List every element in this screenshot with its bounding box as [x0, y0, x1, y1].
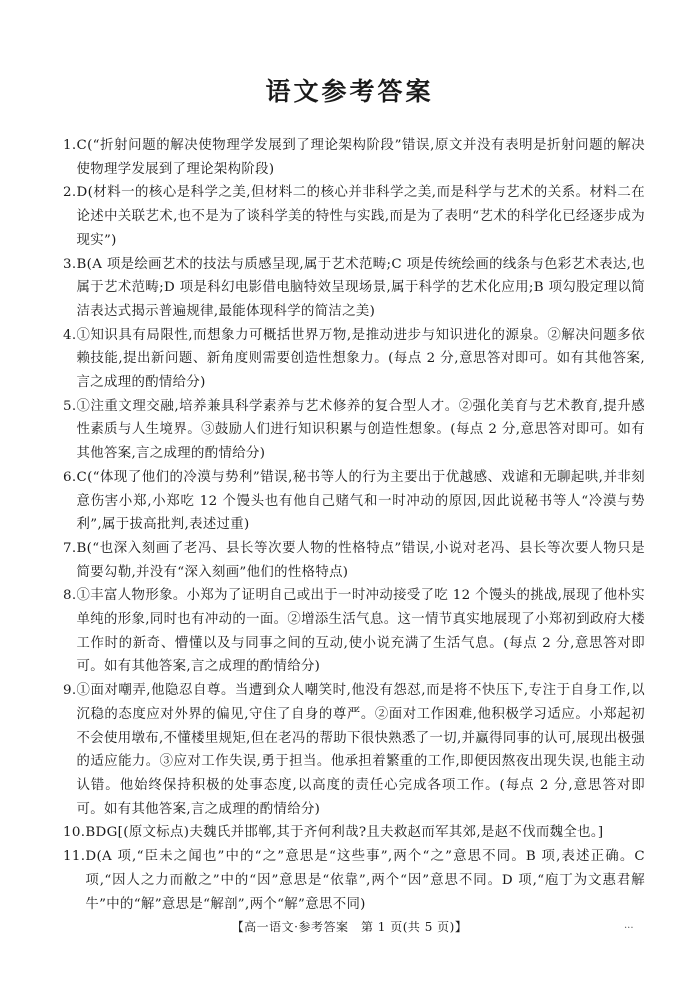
answer-number: 6.: [63, 469, 77, 485]
corner-mark: ...: [624, 920, 634, 931]
answer-text: ①面对嘲弄,他隐忍自尊。当遭到众人嘲笑时,他没有怨怼,而是将不快压下,专注于自身工作,以沉稳的态度应对外界的偏见,守住了自身的尊严。②面对工作困难,他积极学习适应。小郑起初不会使用墩布,不懂楼里规矩,但在老冯的帮助下很快熟悉了一切,并赢得同事的认可,展现出极强的适应能力。③应对工作失误,勇于担当。他承担着繁重的工作,即便因熬夜出现失误,也能主动认错。他始终保持积极的处事态度,以高度的责任心完成各项工作。(每点 2 分,意思答对即可。如有其他答案,言之成理的酌情给分): [76, 683, 645, 817]
answer-item-5: [63, 395, 645, 466]
answer-text: BDG[(原文标点)夫魏氏并邯郸,其于齐何利哉?且夫救赵而军其郊,是赵不伐而魏全也。]: [85, 825, 604, 841]
page-footer: 【高一语文·参考答案 第 1 页(共 5 页)】: [231, 920, 468, 934]
answer-item-10: [63, 821, 645, 845]
answer-text: ①注重文理交融,培养兼具科学素养与艺术修养的复合型人才。②强化美育与艺术教育,提升感性素质与人生境界。③鼓励人们进行知识积累与创造性想象。(每点 2 分,意思答对即可。如有其他答案,言之成理的酌情给分): [76, 398, 645, 462]
answer-list: [63, 134, 645, 916]
answer-text: D(A 项,“臣未之闻也”中的“之”意思是“这些事”,两个“之”意思不同。B 项,表述正确。C 项,“因人之力而敝之”中的“因”意思是“依靠”,两个“因”意思不同。D 项,“庖丁为文惠君解牛”中的“解”意思是“解剖”,两个“解”意思不同): [85, 849, 645, 912]
answer-text: D(材料一的核心是科学之美,但材料二的核心并非科学之美,而是科学与艺术的关系。材料二在论述中关联艺术,也不是为了谈科学美的特性与实践,而是为了表明“艺术的科学化已经逐步成为现实”): [76, 185, 645, 248]
answer-item-3: [63, 253, 645, 324]
answer-number: 7.: [63, 540, 77, 556]
answer-item-6: [63, 466, 645, 537]
answer-item-9: [63, 679, 645, 821]
answer-text: C(“折射问题的解决使物理学发展到了理论架构阶段”错误,原文并没有表明是折射问题的解决使物理学发展到了理论架构阶段): [76, 138, 645, 177]
answer-number: 3.: [63, 256, 77, 272]
answer-text: ①丰富人物形象。小郑为了证明自己或出于一时冲动接受了吃 12 个馒头的挑战,展现了他朴实单纯的形象,同时也有冲动的一面。②增添生活气息。这一情节真实地展现了小郑初到政府大楼工作时的新奇、懵懂以及与同事之间的互动,使小说充满了生活气息。(每点 2 分,意思答对即可。如有其他答案,言之成理的酌情给分): [76, 588, 645, 675]
answer-item-1: [63, 134, 645, 181]
answer-number: 2.: [63, 185, 77, 201]
answer-item-7: [63, 537, 645, 584]
answer-item-11: [63, 845, 645, 916]
answer-number: 5.: [63, 398, 77, 414]
answer-item-4: [63, 324, 645, 395]
answer-number: 4.: [63, 327, 77, 343]
answer-number: 11.: [63, 849, 86, 865]
answer-number: 10.: [63, 825, 86, 841]
answer-text: B(“也深入刻画了老冯、县长等次要人物的性格特点”错误,小说对老冯、县长等次要人物只是简要勾勒,并没有“深入刻画”他们的性格特点): [76, 540, 645, 580]
page-title: 语文参考答案: [265, 77, 434, 106]
answer-number: 8.: [63, 588, 77, 604]
answer-text: B(A 项是绘画艺术的技法与质感呈现,属于艺术范畴;C 项是传统绘画的线条与色彩艺术表达,也属于艺术范畴;D 项是科幻电影借电脑特效呈现场景,属于科学的艺术化应用;B 项勾股定理以简洁表达式揭示普遍规律,最能体现科学的简洁之美): [76, 256, 645, 319]
answer-text: ①知识具有局限性,而想象力可概括世界万物,是推动进步与知识进化的源泉。②解决问题多依赖技能,提出新问题、新角度则需要创造性想象力。(每点 2 分,意思答对即可。如有其他答案,言之成理的酌情给分): [76, 327, 645, 391]
answer-item-2: [63, 181, 645, 252]
answer-item-8: [63, 584, 645, 679]
answer-number: 1.: [63, 138, 77, 153]
answer-number: 9.: [63, 683, 77, 699]
answer-text: C(“体现了他们的冷漠与势利”错误,秘书等人的行为主要出于优越感、戏谑和无聊起哄,并非刻意伤害小郑,小郑吃 12 个馒头也有他自己赌气和一时冲动的原因,因此说秘书等人“冷漠与势利”,属于拔高批判,表述过重): [76, 469, 645, 533]
